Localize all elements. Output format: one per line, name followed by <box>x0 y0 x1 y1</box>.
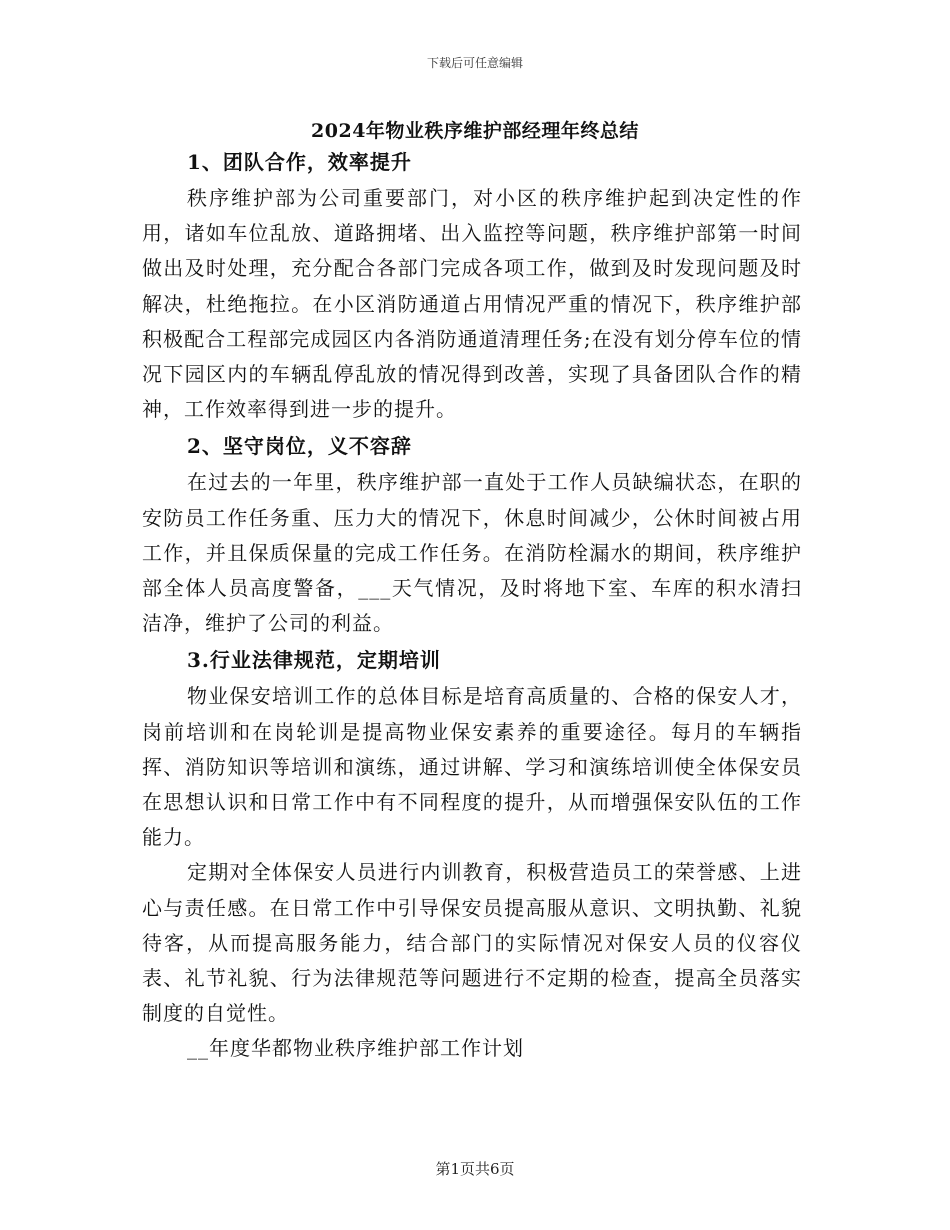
section-1-paragraph-1: 秩序维护部为公司重要部门，对小区的秩序维护起到决定性的作用，诸如车位乱放、道路拥堵、出入监控等问题，秩序维护部第一时间做出及时处理，充分配合各部门完成各项工作，做到及时发现问题及时解决，杜绝拖拉。在小区消防通道占用情况严重的情况下，秩序维护部积极配合工程部完成园区内各消防通道清理任务;在没有划分停车位的情况下园区内的车辆乱停乱放的情况得到改善，实现了具备团队合作的精神，工作效率得到进一步的提升。 <box>142 186 802 422</box>
page-number-footer: 第1页共6页 <box>435 1160 515 1178</box>
header-note: 下载后可任意编辑 <box>426 56 523 70</box>
document-body <box>142 143 802 1067</box>
document-title: 2024年物业秩序维护部经理年终总结 <box>311 120 639 142</box>
section-3-paragraph-3: __年度华都物业秩序维护部工作计划 <box>187 1036 524 1061</box>
section-heading-3: 3.行业法律规范，定期培训 <box>187 648 441 673</box>
section-3-paragraph-2: 定期对全体保安人员进行内训教育，积极营造员工的荣誉感、上进心与责任感。在日常工作中引导保安员提高服从意识、文明执勤、礼貌待客，从而提高服务能力，结合部门的实际情况对保安人员的仪容仪表、礼节礼貌、行为法律规范等问题进行不定期的检查，提高全员落实制度的自觉性。 <box>142 860 802 1026</box>
section-heading-1: 1、团队合作，效率提升 <box>187 150 412 174</box>
section-heading-2: 2、坚守岗位，义不容辞 <box>187 434 412 459</box>
section-2-paragraph-1: 在过去的一年里，秩序维护部一直处于工作人员缺编状态，在职的安防员工作任务重、压力大的情况下，休息时间减少，公休时间被占用工作，并且保质保量的完成工作任务。在消防栓漏水的期间，秩序维护部全体人员高度警备，___天气情况，及时将地下室、车库的积水清扫洁净，维护了公司的利益。 <box>142 470 802 636</box>
section-3-paragraph-1: 物业保安培训工作的总体目标是培育高质量的、合格的保安人才，岗前培训和在岗轮训是提高物业保安素养的重要途径。每月的车辆指挥、消防知识等培训和演练，通过讲解、学习和演练培训使全体保安员在思想认识和日常工作中有不同程度的提升，从而增强保安队伍的工作能力。 <box>142 684 802 850</box>
